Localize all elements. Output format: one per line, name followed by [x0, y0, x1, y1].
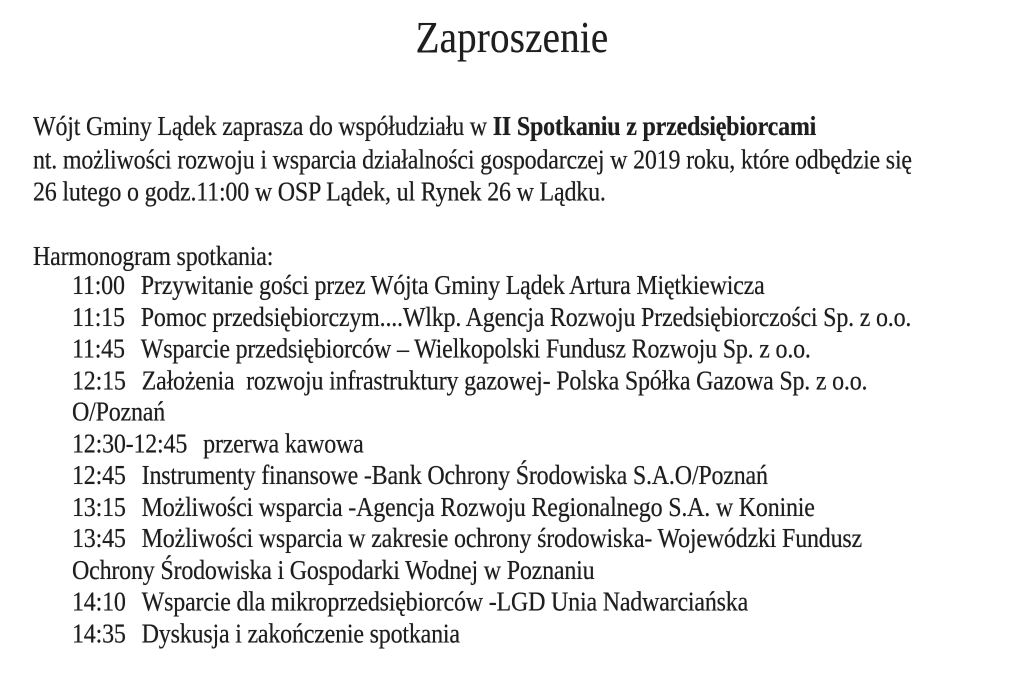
- schedule-time: 12:15: [72, 365, 126, 396]
- schedule-text: Ochrony Środowiska i Gospodarki Wodnej w Poznaniu: [72, 555, 595, 586]
- intro-line-2: nt. możliwości rozwoju i wsparcia działalności gospodarczej w 2019 roku, które odbędzie się: [33, 145, 912, 176]
- schedule-row: [72, 429, 911, 461]
- event-name-bold: II Spotkaniu z przedsiębiorcami: [492, 112, 817, 143]
- schedule-time: 11:45: [72, 334, 125, 365]
- intro-line-3: 26 lutego o godz.11:00 w OSP Lądek, ul Rynek 26 w Lądku.: [33, 178, 606, 209]
- document-title: Zaproszenie: [415, 12, 609, 63]
- intro-paragraph: [33, 111, 912, 210]
- schedule-row: [72, 492, 911, 524]
- schedule-time: 13:45: [72, 524, 126, 554]
- schedule-text: Wsparcie przedsiębiorców – Wielkopolski Fundusz Rozwoju Sp. z o.o.: [140, 334, 811, 365]
- schedule-text: Pomoc przedsiębiorczym....Wlkp. Agencja Rozwoju Przedsiębiorczości Sp. z o.o.: [140, 302, 912, 333]
- schedule-row-continuation: [72, 398, 911, 430]
- schedule-text: Możliwości wsparcia -Agencja Rozwoju Regionalnego S.A. w Koninie: [141, 492, 815, 523]
- schedule-text: Założenia rozwoju infrastruktury gazowej- Polska Spółka Gazowa Sp. z o.o.: [141, 365, 868, 396]
- schedule-row: [72, 524, 911, 556]
- schedule-row-continuation: [72, 556, 911, 588]
- intro-line-1: [33, 111, 912, 144]
- schedule-heading: Harmonogram spotkania:: [33, 242, 274, 273]
- schedule-row: [72, 461, 911, 493]
- schedule-text: przerwa kawowa: [203, 429, 364, 460]
- schedule-row: [72, 271, 911, 303]
- schedule-text: Dyskusja i zakończenie spotkania: [141, 618, 460, 649]
- schedule-text: O/Poznań: [72, 397, 166, 428]
- schedule-time: 14:10: [72, 587, 126, 618]
- schedule-text: Wsparcie dla mikroprzedsiębiorców -LGD Unia Nadwarciańska: [141, 587, 749, 618]
- schedule-row: [72, 334, 911, 366]
- schedule-time: 12:45: [72, 460, 126, 491]
- schedule-row: [72, 619, 911, 651]
- schedule-row: [72, 303, 911, 335]
- schedule-time: 12:30-12:45: [72, 429, 188, 460]
- schedule-time: 13:15: [72, 492, 126, 523]
- schedule-time: 11:00: [72, 271, 125, 301]
- schedule-text: Możliwości wsparcia w zakresie ochrony środowiska- Wojewódzki Fundusz: [141, 524, 862, 554]
- schedule-list: [72, 271, 911, 651]
- intro-line-1-regular: Wójt Gminy Lądek zaprasza do współudziału w: [33, 112, 493, 143]
- schedule-time: 11:15: [72, 302, 125, 333]
- schedule-row: [72, 366, 911, 398]
- schedule-text: Instrumenty finansowe -Bank Ochrony Środowiska S.A.O/Poznań: [141, 460, 768, 491]
- schedule-row: [72, 587, 911, 619]
- schedule-time: 14:35: [72, 618, 126, 649]
- schedule-text: Przywitanie gości przez Wójta Gminy Lądek Artura Miętkiewicza: [140, 271, 765, 301]
